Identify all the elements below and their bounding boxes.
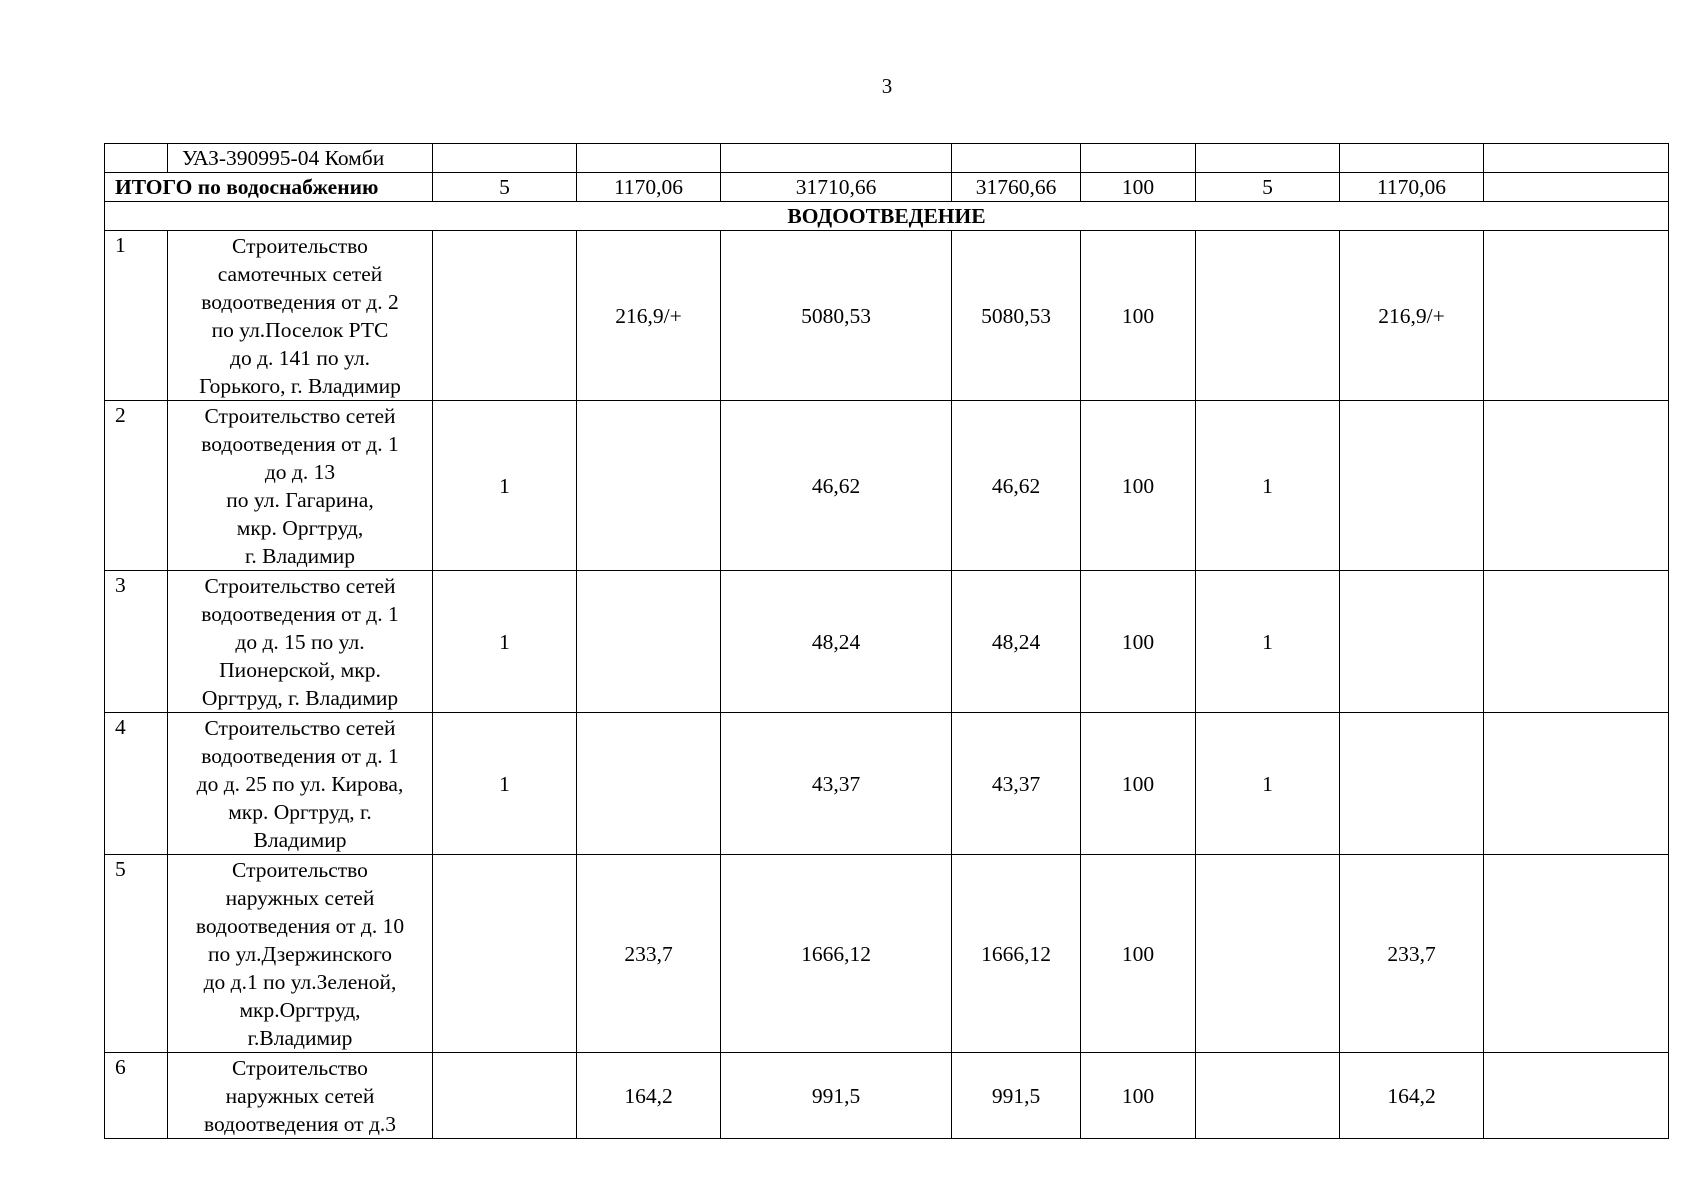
cell-c10 [1484, 713, 1669, 855]
cell-c5: 991,5 [721, 1053, 952, 1139]
cell-c7: 100 [1081, 231, 1196, 401]
cell-name: Строительство сетей водоотведения от д. 1 до д. 25 по ул. Кирова, мкр. Оргтруд, г. Владимир [168, 713, 433, 855]
cell-c5: 48,24 [721, 571, 952, 713]
cell-c10 [1484, 231, 1669, 401]
cell-name: Строительство сетей водоотведения от д. 1 до д. 15 по ул. Пионерской, мкр. Оргтруд, г. Владимир [168, 571, 433, 713]
cell-c8 [1196, 231, 1340, 401]
cell-c10 [1484, 571, 1669, 713]
cell-c9: 164,2 [1340, 1053, 1484, 1139]
cell-c4 [577, 401, 721, 571]
total-c4: 1170,06 [577, 173, 721, 202]
cell-c4 [577, 144, 721, 173]
cell-c3: 1 [433, 713, 577, 855]
table-row [105, 401, 1669, 571]
cell-c4 [577, 571, 721, 713]
cell-num: 3 [105, 571, 168, 713]
cell-c8 [1196, 144, 1340, 173]
cell-c6: 46,62 [952, 401, 1081, 571]
cell-c5: 46,62 [721, 401, 952, 571]
cell-num: 2 [105, 401, 168, 571]
cell-c3 [433, 855, 577, 1053]
cell-c6: 991,5 [952, 1053, 1081, 1139]
cell-c4: 233,7 [577, 855, 721, 1053]
total-c7: 100 [1081, 173, 1196, 202]
cell-num: 5 [105, 855, 168, 1053]
cell-c6: 43,37 [952, 713, 1081, 855]
cell-c9 [1340, 401, 1484, 571]
total-c5: 31710,66 [721, 173, 952, 202]
cell-c8 [1196, 855, 1340, 1053]
cell-c3 [433, 1053, 577, 1139]
cell-name: Строительство наружных сетей водоотведения от д. 10 по ул.Дзержинского до д.1 по ул.Зеленой, мкр.Оргтруд, г.Владимир [168, 855, 433, 1053]
cell-c7: 100 [1081, 1053, 1196, 1139]
cell-c5: 1666,12 [721, 855, 952, 1053]
cell-c8 [1196, 1053, 1340, 1139]
table-row [105, 231, 1669, 401]
cell-c4: 164,2 [577, 1053, 721, 1139]
cell-c9 [1340, 144, 1484, 173]
cell-c8: 1 [1196, 571, 1340, 713]
table-row-total [105, 173, 1669, 202]
cell-num: 1 [105, 231, 168, 401]
cell-c10 [1484, 855, 1669, 1053]
cell-c7: 100 [1081, 401, 1196, 571]
cell-c4: 216,9/+ [577, 231, 721, 401]
cell-c10 [1484, 401, 1669, 571]
cell-name: УАЗ-390995-04 Комби [168, 144, 433, 173]
cell-c9 [1340, 571, 1484, 713]
cell-c10 [1484, 1053, 1669, 1139]
cell-c9 [1340, 713, 1484, 855]
cell-c4 [577, 713, 721, 855]
total-c8: 5 [1196, 173, 1340, 202]
total-c9: 1170,06 [1340, 173, 1484, 202]
cell-name: Строительство самотечных сетей водоотведения от д. 2 по ул.Поселок РТС до д. 141 по ул. Горького, г. Владимир [168, 231, 433, 401]
table-row [105, 1053, 1669, 1139]
cell-c8: 1 [1196, 713, 1340, 855]
total-label: ИТОГО по водоснабжению [105, 173, 433, 202]
cell-c8: 1 [1196, 401, 1340, 571]
cell-c9: 216,9/+ [1340, 231, 1484, 401]
cell-c7: 100 [1081, 713, 1196, 855]
cell-c10 [1484, 144, 1669, 173]
cell-c6: 5080,53 [952, 231, 1081, 401]
cell-name: Строительство сетей водоотведения от д. 1 до д. 13 по ул. Гагарина, мкр. Оргтруд, г. Владимир [168, 401, 433, 571]
table-row-carry [105, 144, 1669, 173]
total-c6: 31760,66 [952, 173, 1081, 202]
table-row [105, 713, 1669, 855]
cell-c7: 100 [1081, 571, 1196, 713]
table-row [105, 855, 1669, 1053]
table-row [105, 571, 1669, 713]
section-header-row [105, 202, 1669, 231]
cell-c6: 1666,12 [952, 855, 1081, 1053]
cell-num [105, 144, 168, 173]
investment-program-table [104, 143, 1669, 1139]
total-c3: 5 [433, 173, 577, 202]
cell-c6 [952, 144, 1081, 173]
cell-name: Строительство наружных сетей водоотведения от д.3 [168, 1053, 433, 1139]
cell-c3: 1 [433, 401, 577, 571]
cell-c9: 233,7 [1340, 855, 1484, 1053]
cell-c6: 48,24 [952, 571, 1081, 713]
section-title: ВОДООТВЕДЕНИЕ [105, 202, 1669, 231]
total-c10 [1484, 173, 1669, 202]
cell-c7: 100 [1081, 855, 1196, 1053]
cell-c7 [1081, 144, 1196, 173]
cell-c3 [433, 144, 577, 173]
cell-c5: 5080,53 [721, 231, 952, 401]
cell-c3 [433, 231, 577, 401]
cell-c5 [721, 144, 952, 173]
cell-num: 4 [105, 713, 168, 855]
cell-num: 6 [105, 1053, 168, 1139]
cell-c5: 43,37 [721, 713, 952, 855]
cell-c3: 1 [433, 571, 577, 713]
page-number: 3 [881, 74, 893, 98]
